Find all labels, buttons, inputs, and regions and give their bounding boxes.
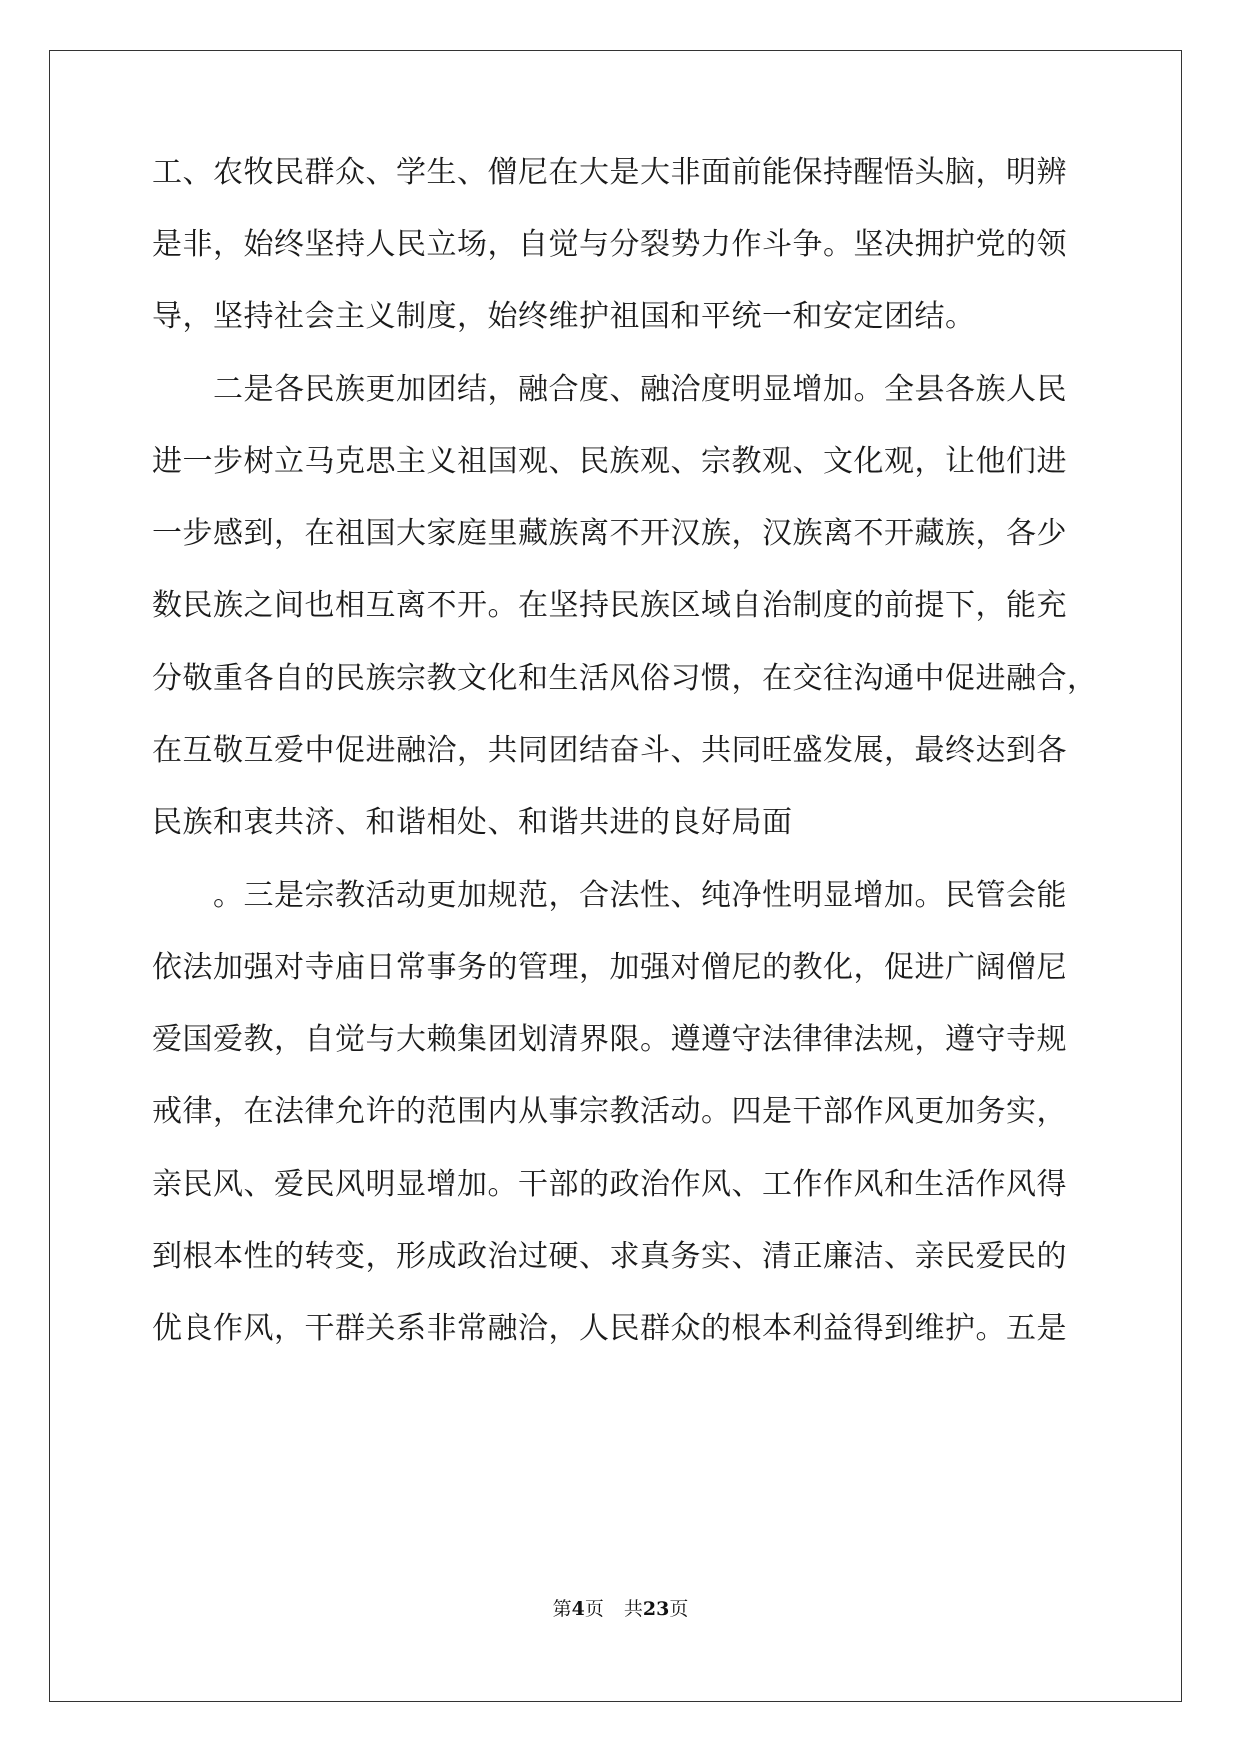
body-text-line: 一步感到，在祖国大家庭里藏族离不开汉族，汉族离不开藏族，各少 [152, 516, 1067, 551]
total-page-count: 23 [642, 1598, 670, 1620]
current-page-number: 4 [571, 1598, 585, 1620]
body-text-line: 导，坚持社会主义制度，始终维护祖国和平统一和安定团结。 [152, 299, 976, 334]
body-text-line: 到根本性的转变，形成政治过硬、求真务实、清正廉洁、亲民爱民的 [152, 1239, 1067, 1274]
body-text-line: 在互敬互爱中促进融洽，共同团结奋斗、共同旺盛发展，最终达到各 [152, 733, 1067, 768]
page-label-suffix: 页 [584, 1598, 604, 1620]
page-footer [0, 1597, 1241, 1621]
body-text-line: 爱国爱教，自觉与大赖集团划清界限。遵遵守法律律法规，遵守寺规 [152, 1022, 1067, 1057]
body-text-line: 二是各民族更加团结，融合度、融洽度明显增加。全县各族人民 [152, 372, 1067, 407]
body-text-line: 进一步树立马克思主义祖国观、民族观、宗教观、文化观，让他们进 [152, 444, 1067, 479]
body-text-line: 数民族之间也相互离不开。在坚持民族区域自治制度的前提下，能充 [152, 588, 1067, 623]
body-text-line: 民族和衷共济、和谐相处、和谐共进的良好局面 [152, 805, 793, 840]
body-text-line: 戒律，在法律允许的范围内从事宗教活动。四是干部作风更加务实， [152, 1094, 1067, 1129]
body-text-line: 亲民风、爱民风明显增加。干部的政治作风、工作作风和生活作风得 [152, 1167, 1067, 1202]
body-text-line: 工、农牧民群众、学生、僧尼在大是大非面前能保持醒悟头脑，明辨 [152, 155, 1067, 190]
body-text-line: 依法加强对寺庙日常事务的管理，加强对僧尼的教化，促进广阔僧尼 [152, 950, 1067, 985]
body-text-line: 分敬重各自的民族宗教文化和生活风俗习惯，在交往沟通中促进融合， [152, 661, 1098, 696]
body-text-line: 。三是宗教活动更加规范，合法性、纯净性明显增加。民管会能 [152, 878, 1067, 913]
body-text-line: 优良作风，干群关系非常融洽，人民群众的根本利益得到维护。五是 [152, 1311, 1067, 1346]
total-label-suffix: 页 [669, 1598, 689, 1620]
body-text-line: 是非，始终坚持人民立场，自觉与分裂势力作斗争。坚决拥护党的领 [152, 227, 1067, 262]
total-label-prefix: 共 [623, 1598, 643, 1620]
page-label-prefix: 第 [552, 1598, 572, 1620]
